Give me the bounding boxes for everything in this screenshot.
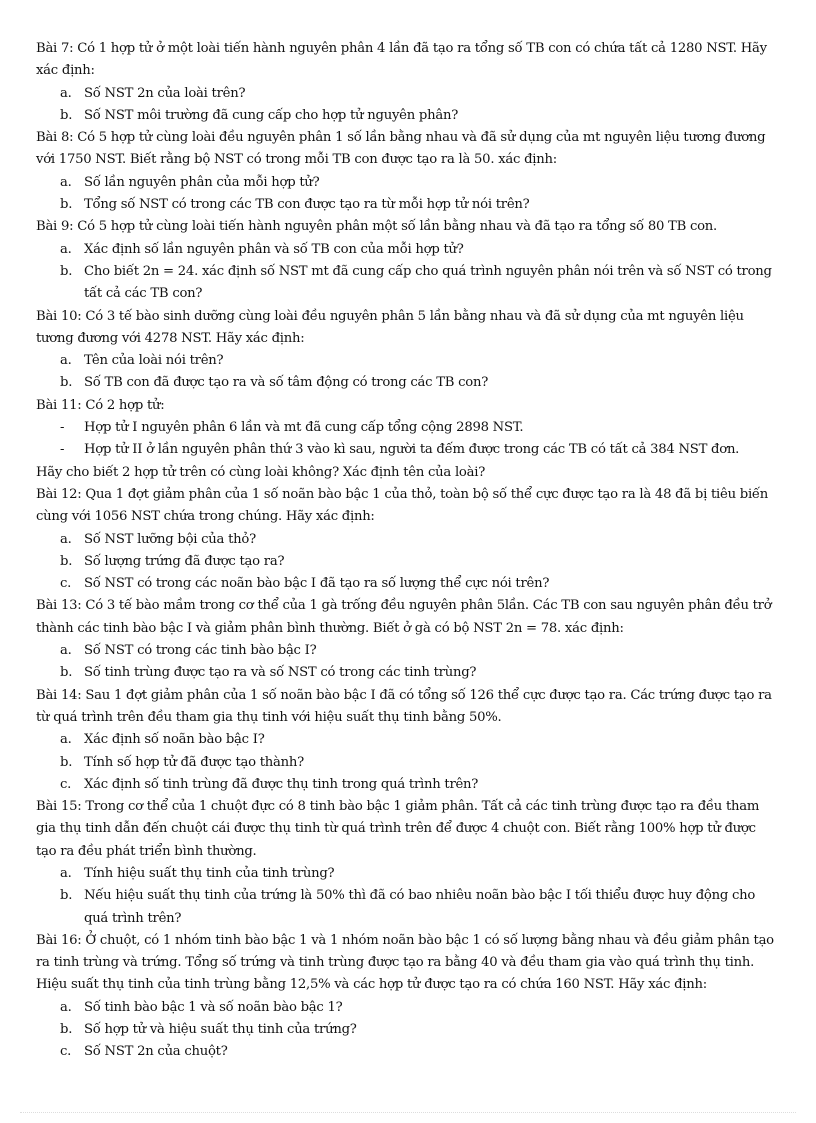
item-marker: b. xyxy=(60,754,73,770)
sub-question-list xyxy=(36,863,780,930)
sub-question xyxy=(36,1041,780,1063)
item-text: Xác định số noãn bào bậc I? xyxy=(84,732,265,748)
item-marker: a. xyxy=(60,85,72,101)
item-marker: b. xyxy=(60,263,73,279)
item-marker: b. xyxy=(60,665,73,681)
sub-question xyxy=(36,774,780,796)
item-text: Tên của loài nói trên? xyxy=(84,353,224,369)
problem-statement: Bài 7: Có 1 hợp tử ở một loài tiến hành nguyên phân 4 lần đã tạo ra tổng số TB con có chứa tất cả 1280 NST. Hãy xác định: xyxy=(36,41,767,79)
sub-question xyxy=(36,863,780,885)
item-marker: a. xyxy=(60,643,72,659)
item-marker: b. xyxy=(60,197,73,213)
problem-statement: Bài 10: Có 3 tế bào sinh dưỡng cùng loài đều nguyên phân 5 lần bằng nhau và đã sử dụng của mt nguyên liệu tương đương với 4278 NST. Hãy xác định: xyxy=(36,308,744,346)
item-marker: a. xyxy=(60,353,72,369)
item-text: Số tinh bào bậc 1 và số noãn bào bậc 1? xyxy=(84,999,343,1015)
problem-15 xyxy=(36,796,780,930)
item-text: Số hợp tử và hiệu suất thụ tinh của trứng? xyxy=(84,1022,357,1038)
problem-9 xyxy=(36,216,780,305)
sub-question xyxy=(36,83,780,105)
item-marker: b. xyxy=(60,1022,73,1038)
item-text: Số lượng trứng đã được tạo ra? xyxy=(84,553,285,569)
problem-10 xyxy=(36,306,780,395)
page-bottom-divider xyxy=(20,1112,796,1113)
item-text: Tổng số NST có trong các TB con được tạo ra từ mỗi hợp tử nói trên? xyxy=(84,197,530,213)
item-text: Số NST có trong các noãn bào bậc I đã tạo ra số lượng thể cực nói trên? xyxy=(84,576,550,592)
item-marker: a. xyxy=(60,174,72,190)
item-text: Số TB con đã được tạo ra và số tâm động có trong các TB con? xyxy=(84,375,489,391)
sub-question xyxy=(36,752,780,774)
item-text: Số tinh trùng được tạo ra và số NST có trong các tinh trùng? xyxy=(84,665,477,681)
sub-question-list xyxy=(36,529,780,596)
problem-statement: Bài 16: Ở chuột, có 1 nhóm tinh bào bậc 1 và 1 nhóm noãn bào bậc 1 có số lượng bằng nhau và đều giảm phân tạo ra tinh trùng và trứng. Tổng số trứng và tinh trùng được tạo ra bằng 40 và đều tham gia vào quá trình thụ tinh. Hiệu suất thụ tinh của tinh trùng bằng 12,5% và các hợp tử được tạo ra có chứa 160 NST. Hãy xác định: xyxy=(36,932,774,993)
sub-question xyxy=(36,261,780,306)
item-text: Hợp tử I nguyên phân 6 lần và mt đã cung cấp tổng cộng 2898 NST. xyxy=(84,420,524,436)
item-marker: a. xyxy=(60,531,72,547)
sub-question xyxy=(36,194,780,216)
item-marker: - xyxy=(60,420,65,436)
problem-14 xyxy=(36,685,780,796)
item-marker: a. xyxy=(60,241,72,257)
sub-question xyxy=(36,417,780,439)
item-text: Nếu hiệu suất thụ tinh của trứng là 50% thì đã có bao nhiêu noãn bào bậc I tối thiểu được huy động cho quá trình trên? xyxy=(84,888,756,926)
sub-question-list xyxy=(36,640,780,685)
item-marker: c. xyxy=(60,1044,72,1060)
item-text: Cho biết 2n = 24. xác định số NST mt đã cung cấp cho quá trình nguyên phân nói trên và số NST có trong tất cả các TB con? xyxy=(84,263,772,302)
sub-question xyxy=(36,439,780,461)
problem-statement: Bài 8: Có 5 hợp tử cùng loài đều nguyên phân 1 số lần bằng nhau và đã sử dụng của mt nguyên liệu tương đương với 1750 NST. Biết rằng bộ NST có trong mỗi TB con được tạo ra là 50. xác định: xyxy=(36,130,766,168)
problem-statement: Bài 11: Có 2 hợp tử: xyxy=(36,397,165,413)
item-marker: b. xyxy=(60,375,73,391)
item-text: Hợp tử II ở lần nguyên phân thứ 3 vào kì sau, người ta đếm được trong các TB có tất cả 384 NST đơn. xyxy=(84,442,740,458)
problem-statement: Bài 13: Có 3 tế bào mầm trong cơ thể của 1 gà trống đều nguyên phân 5lần. Các TB con sau nguyên phân đều trở thành các tinh bào bậc I và giảm phân bình thường. Biết ở gà có bộ NST 2n = 78. xác định: xyxy=(36,598,772,636)
problem-statement: Bài 12: Qua 1 đợt giảm phân của 1 số noãn bào bậc 1 của thỏ, toàn bộ số thể cực được tạo ra là 48 đã bị tiêu biến cùng với 1056 NST chứa trong chúng. Hãy xác định: xyxy=(36,486,769,525)
sub-question xyxy=(36,350,780,372)
sub-question xyxy=(36,640,780,662)
sub-question xyxy=(36,529,780,551)
sub-question-list xyxy=(36,997,780,1064)
sub-question-list xyxy=(36,239,780,306)
item-marker: b. xyxy=(60,107,73,123)
problem-statement: Bài 14: Sau 1 đợt giảm phân của 1 số noãn bào bậc I đã có tổng số 126 thể cực được tạo ra. Các trứng được tạo ra từ quá trình trên đều tham gia thụ tinh với hiệu suất thụ tinh bằng 50%. xyxy=(36,687,772,725)
item-text: Số NST lưỡng bội của thỏ? xyxy=(84,531,256,547)
sub-question xyxy=(36,1019,780,1041)
item-marker: b. xyxy=(60,888,73,904)
document-page xyxy=(36,38,780,1064)
item-text: Tính hiệu suất thụ tinh của tinh trùng? xyxy=(84,865,335,881)
sub-question xyxy=(36,172,780,194)
item-marker: c. xyxy=(60,776,72,792)
problem-statement: Bài 15: Trong cơ thể của 1 chuột đực có 8 tinh bào bậc 1 giảm phân. Tất cả các tinh trùng được tạo ra đều tham gia thụ tinh dẫn đến chuột cái được thụ tinh từ quá trình trên để được 4 chuột con. Biết rằng 100% hợp tử được tạo ra đều phát triển bình thường. xyxy=(36,799,760,859)
sub-question-list xyxy=(36,729,780,796)
sub-question xyxy=(36,885,780,930)
item-text: Tính số hợp tử đã được tạo thành? xyxy=(84,754,304,770)
problem-12 xyxy=(36,484,780,595)
item-text: Số NST 2n của chuột? xyxy=(84,1044,228,1060)
sub-question xyxy=(36,729,780,751)
item-text: Xác định số lần nguyên phân và số TB con của mỗi hợp tử? xyxy=(84,241,464,257)
sub-question-list xyxy=(36,350,780,395)
problem-question: Hãy cho biết 2 hợp tử trên có cùng loài không? Xác định tên của loài? xyxy=(36,464,486,480)
problem-statement: Bài 9: Có 5 hợp tử cùng loài tiến hành nguyên phân một số lần bằng nhau và đã tạo ra tổng số 80 TB con. xyxy=(36,219,717,235)
item-text: Số NST có trong các tinh bào bậc I? xyxy=(84,643,317,659)
item-marker: - xyxy=(60,442,65,458)
item-marker: a. xyxy=(60,999,72,1015)
sub-question xyxy=(36,105,780,127)
item-text: Xác định số tinh trùng đã được thụ tinh trong quá trình trên? xyxy=(84,776,479,792)
item-marker: b. xyxy=(60,553,73,569)
problem-13 xyxy=(36,595,780,684)
problem-7 xyxy=(36,38,780,127)
item-text: Số NST môi trường đã cung cấp cho hợp tử nguyên phân? xyxy=(84,107,459,123)
sub-question xyxy=(36,239,780,261)
problem-8 xyxy=(36,127,780,216)
sub-question xyxy=(36,662,780,684)
item-marker: c. xyxy=(60,576,72,592)
sub-question-list xyxy=(36,83,780,128)
sub-question-list xyxy=(36,417,780,462)
item-marker: a. xyxy=(60,865,72,881)
sub-question xyxy=(36,573,780,595)
sub-question xyxy=(36,997,780,1019)
item-text: Số lần nguyên phân của mỗi hợp tử? xyxy=(84,174,320,190)
problem-16 xyxy=(36,930,780,1064)
item-text: Số NST 2n của loài trên? xyxy=(84,85,246,101)
sub-question xyxy=(36,372,780,394)
problem-11 xyxy=(36,395,780,484)
item-marker: a. xyxy=(60,732,72,748)
sub-question xyxy=(36,551,780,573)
sub-question-list xyxy=(36,172,780,217)
